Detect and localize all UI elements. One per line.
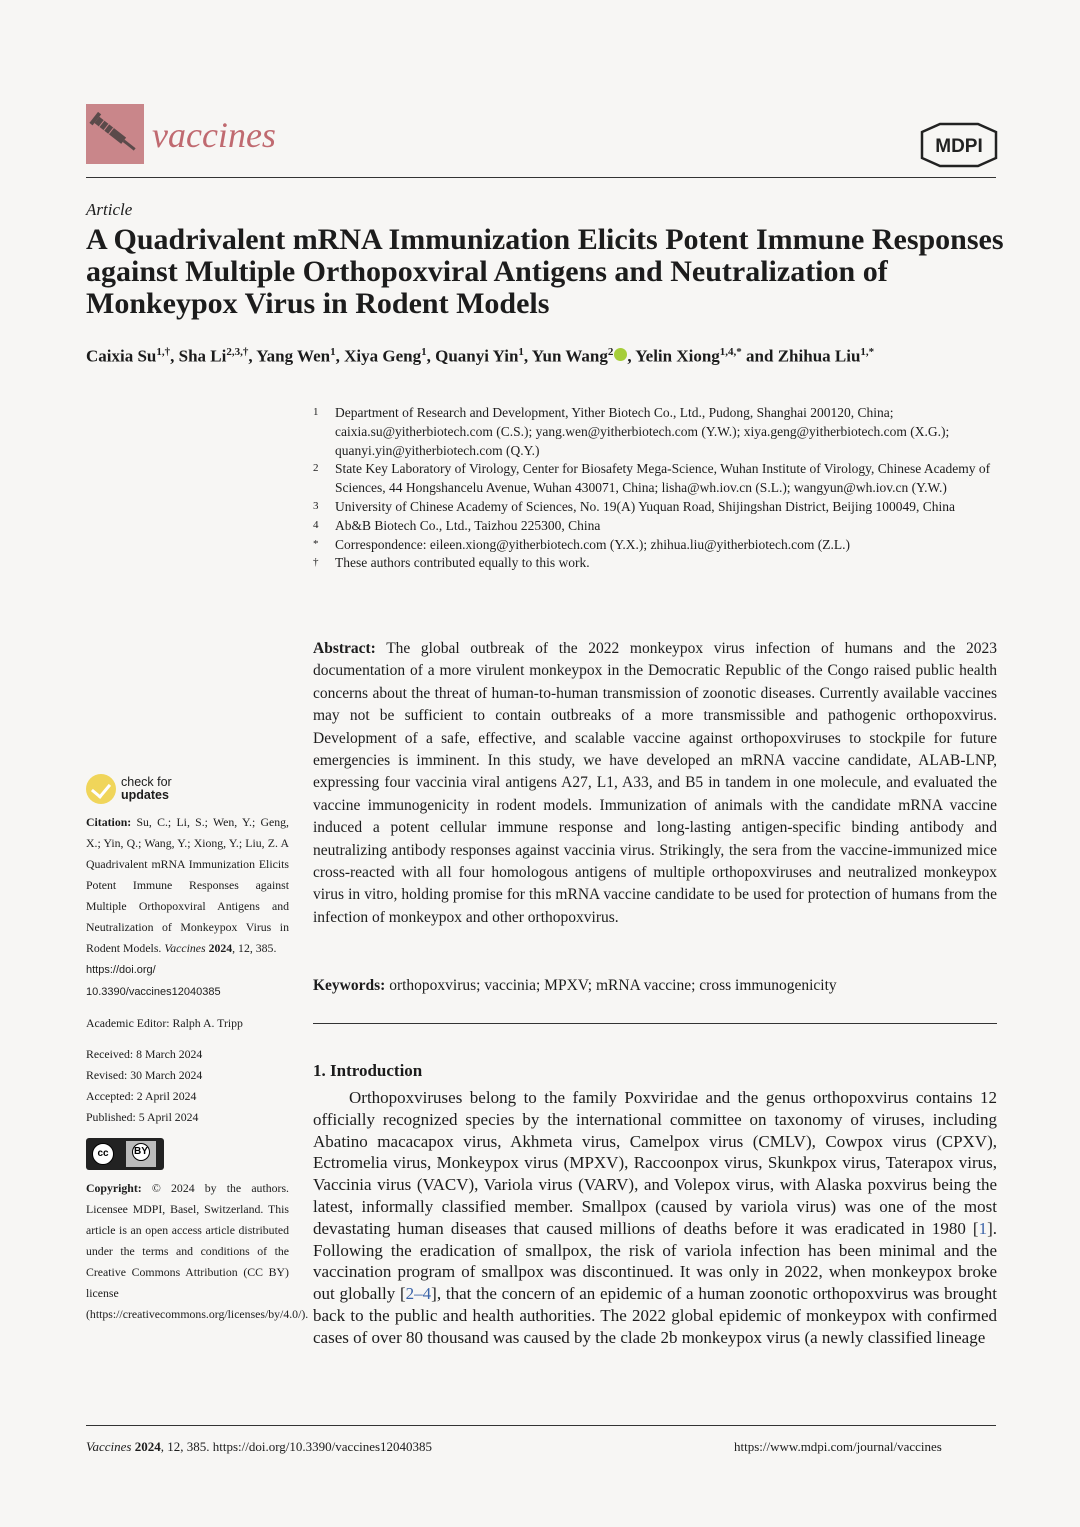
abstract-label: Abstract: [313,640,376,657]
syringe-icon [86,104,144,164]
copyright [86,1178,309,1325]
footer-citation: Vaccines 2024, 12, 385. https://doi.org/10.3390/vaccines12040385 [86,1439,433,1454]
author: Yang Wen [256,346,331,366]
author: Xiya Geng [344,346,422,366]
svg-text:MDPI: MDPI [935,136,983,157]
affiliation-item [313,498,1013,517]
footer-journal-url[interactable]: https://www.mdpi.com/journal/vaccines [734,1439,942,1454]
sidebar [86,812,309,1335]
journal-name: vaccines [152,115,276,155]
orcid-icon[interactable] [614,348,627,361]
header-divider [86,177,996,178]
author: Sha Li [178,346,227,366]
author: Caixia Su [86,346,157,366]
equal-contribution-note [313,554,1013,573]
author: Zhihua Liu [777,346,861,366]
received-date: Received: 8 March 2024 [86,1047,203,1061]
citation-label: Citation: [86,815,132,829]
citation-text: Su, C.; Li, S.; Wen, Y.; Geng, X.; Yin, Q.; Wang, Y.; Xiong, Y.; Liu, Z. A Quadrivalent mRNA Immunization Elicits Potent Immune Responses against Multiple Orthopoxviral Antigens and Neutralization of Monkeypox Virus in Rodent Models. [86,815,289,955]
journal-logo [86,104,144,164]
abstract-text: The global outbreak of the 2022 monkeypox virus infection of humans and the 2023 documentation of a more virulent monkeypox in the Democratic Republic of the Congo raised public health concerns about the threat of human-to-human transmission of zoonotic diseases. Currently available vaccines may not be sufficient to contain outbreaks of a more transmissible and pathogenic orthopoxvirus. Development of a safe, effective, and scalable vaccine against orthopoxviruses to stockpile for future emergencies is imminent. In this study, we have developed an mRNA vaccine candidate, ALAB-LNP, expressing four vaccinia viral antigens A27, L1, A33, and B5 in tandem in one molecule, and evaluated the vaccine immunogenicity in rodent models. Immunization of animals with the candidate mRNA vaccine induced a potent cellular immune response and long-lasting antigen-specific binding antibody and neutralizing antibody responses against vaccinia virus. Strikingly, the sera from the vaccine-immunized mice cross-reacted with all four homologous antigens of multiple orthopoxviruses and neutralized monkeypox virus in vitro, holding promise for this mRNA vaccine candidate to be used for protection of humans from the infection of monkeypox and other orthopoxvirus. [313,640,997,926]
footer-divider [86,1425,996,1426]
author-affiliation-mark: 1,* [860,346,875,358]
affiliation-marker: 2 [313,462,319,475]
author-connector: and [746,346,774,366]
author: Yun Wang [531,346,608,366]
author-affiliation-mark: 2 [607,346,614,358]
affiliation-item [313,404,1013,460]
section-heading: 1. Introduction [313,1061,423,1080]
affiliation-text: Ab&B Biotech Co., Ltd., Taizhou 225300, China [335,517,601,533]
affiliation-item [313,460,1013,498]
author-affiliation-mark: 2,3,† [226,346,249,358]
affiliation-text: Department of Research and Development, Yither Biotech Co., Ltd., Pudong, Shanghai 200120, China; caixia.su@yitherbiotech.com (C.S.); yang.wen@yitherbiotech.com (Y.W.); xiya.geng@yitherbiotech.com (X.G.); quanyi.yin@yitherbiotech.com (Q.Y.) [335,405,950,458]
article-type: Article [86,200,133,219]
author-affiliation-mark: 1 [518,346,524,358]
mdpi-logo [918,122,1000,168]
affiliation-marker: 1 [313,406,319,418]
author-affiliation-mark: 1 [421,346,427,358]
citation: Citation: Su, C.; Li, S.; Wen, Y.; Geng, X.; Yin, Q.; Wang, Y.; Xiong, Y.; Liu, Z. A Quadrivalent mRNA Immunization Elicits Potent Immune Responses against Multiple Orthopoxviral Antigens and Neutralization of Monkeypox Virus in Rodent Models. Vaccines 2024, 12, 385. https://doi.org/ 10.3390/vaccines12040385 [86,815,289,998]
reference-link[interactable]: 1 [978,1218,988,1238]
check-for-updates[interactable]: check for updates [121,775,172,802]
author: Quanyi Yin [435,346,519,366]
section-divider [313,1023,997,1024]
affiliation-item [313,517,1013,536]
copyright-label: Copyright: [86,1181,142,1195]
affiliation-marker: † [313,556,319,569]
reference-link[interactable]: 2–4 [405,1284,432,1304]
revised-date: Revised: 30 March 2024 [86,1068,203,1082]
keywords-text: orthopoxvirus; vaccinia; MPXV; mRNA vaccine; cross immunogenicity [389,977,837,994]
check-for-updates-icon[interactable] [86,774,116,804]
abstract [313,638,997,929]
affiliation-text: State Key Laboratory of Virology, Center for Biosafety Mega-Science, Wuhan Institute of Virology, Chinese Academy of Sciences, 44 Hongshancelu Avenue, Wuhan 430071, China; lisha@wh.iov.cn (S.L.); wangyun@wh.iov.cn (Y.W.) [335,461,991,496]
cc-by-license-icon[interactable]: cc BY [86,1138,164,1170]
author-list: Caixia $Su^{1,\dagger}$, Sha $Li^{2,3,\dagger}$, Yang Wen$^1$, Xiya Geng$^1$, Quanyi Yin$^1$, Yun Wang$^2$ , Yelin Xiong$^{1,4,*}$ and Zhihua Liu$^{1,*}$ [86,346,875,366]
affiliation-marker: 3 [313,499,319,512]
affiliation-text: These authors contributed equally to this work. [335,555,590,571]
affiliation-marker: * [313,537,319,550]
accepted-date: Accepted: 2 April 2024 [86,1089,197,1103]
author: Yelin Xiong [635,346,720,366]
author-affiliation-mark: 1,† [156,346,171,358]
affiliation-text: University of Chinese Academy of Sciences, No. 19(A) Yuquan Road, Shijingshan District, Beijing 100049, China [335,498,956,514]
introduction-paragraph: Orthopoxviruses belong to the family Poxviridae and the genus orthopoxvirus contains 12 officially recognized species by the international committee on taxonomy of viruses, including Abatino macacapox virus, Akhmeta virus, Camelpox virus (CMLV), Cowpox virus (CPXV), Ectromelia virus, Monkeypox virus (MPXV), Raccoonpox virus, Skunkpox virus, Taterapox virus, Vaccinia virus (VACV), Variola virus (VARV), and Volepox virus, with Alaska poxvirus being the latest, informally classified member. Smallpox (caused by variola virus) was one of the most devastating human diseases that caused millions of deaths before it was eradicated in 1980 [1]. Following the eradication of smallpox, the risk of variola infection has been minimal and the vaccination program of smallpox was discontinued. It was only in 2022, when monkeypox broke out globally [2–4], that the concern of an epidemic of a human zoonotic orthopoxvirus was brought back to the public and health authorities. The 2022 global epidemic of monkeypox with confirmed cases of over 80 thousand was caused by the clade 2b monkeypox virus (a newly classified lineage [313,1088,998,1347]
affiliations [313,404,1013,573]
affiliation-marker: 4 [313,518,319,531]
academic-editor: Academic Editor: Ralph A. Tripp [86,1016,243,1030]
keywords [313,975,997,997]
published-date: Published: 5 April 2024 [86,1110,199,1124]
correspondence-item [313,536,1013,555]
author-affiliation-mark: 1 [330,346,336,358]
article-title: A Quadrivalent mRNA Immunization Elicits Potent Immune Responses against Multiple Orthopoxviral Antigens and Neutralization of Monkeypox Virus in Rodent Models [86,223,1004,320]
doi-link[interactable]: 10.3390/vaccines12040385 [86,986,221,998]
copyright-text: © 2024 by the authors. Licensee MDPI, Basel, Switzerland. This article is an open access article distributed under the terms and conditions of the Creative Commons Attribution (CC BY) license (https://creativecommons.org/licenses/by/4.0/). [86,1181,309,1321]
keywords-label: Keywords: [313,977,386,994]
author-affiliation-mark: 1,4,* [719,346,742,358]
doi-link[interactable]: https://doi.org/ [86,964,156,976]
affiliation-text: Correspondence: eileen.xiong@yitherbiotech.com (Y.X.); zhihua.liu@yitherbiotech.com (Z.L.) [335,536,850,552]
publication-dates [86,1044,289,1128]
